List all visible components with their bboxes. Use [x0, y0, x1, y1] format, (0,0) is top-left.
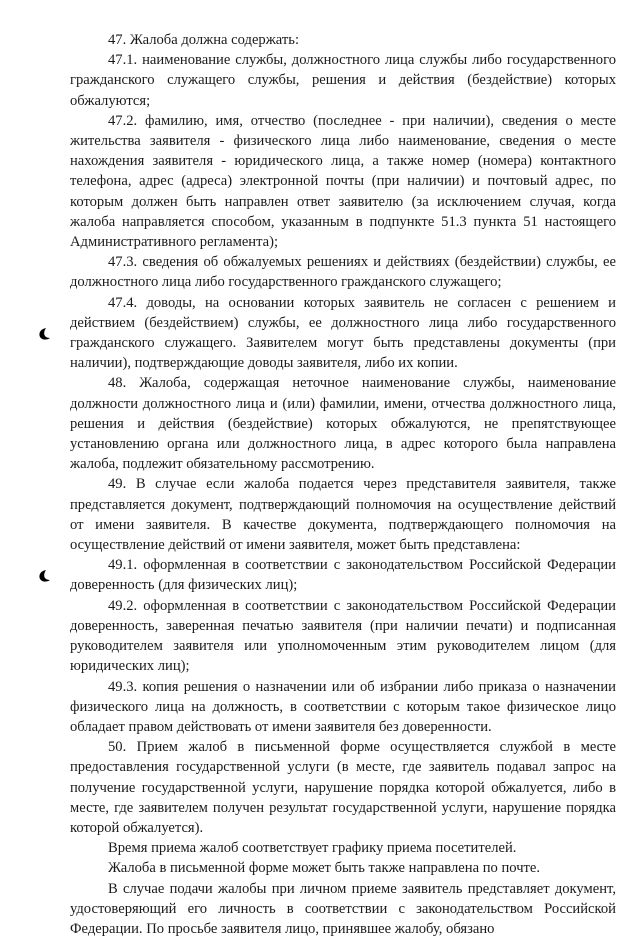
- paragraph-reception-time: Время приема жалоб соответствует графику приема посетителей.: [108, 840, 517, 857]
- punch-hole-mark-icon: [37, 327, 51, 341]
- paragraph-47-2: 47.2. фамилию, имя, отчество (последнее - при наличии), сведения о месте жительства заявителя - физического лица либо наименование, сведения о месте нахождения заявителя - юридического лица, а также номер (номера) контактного телефона, адрес (адреса) электронной почты (при наличии) и почтовый адрес, по которым должен быть направлен ответ заявителю (за исключением случая, когда жалоба направляется способом, указанным в подпункте 51.3 пункта 51 настоящего Административного регламента);: [70, 112, 616, 251]
- paragraph-49-2: 49.2. оформленная в соответствии с законодательством Российской Федерации доверенность, заверенная печатью заявителя (при наличии печати) и подписанная руководителем заявителя или уполномоченным этим руководителем лицом (для юридических лиц);: [70, 597, 616, 675]
- paragraph-49: 49. В случае если жалоба подается через представителя заявителя, также представляется документ, подтверждающий полномочия на осуществление действий от имени заявителя. В качестве документа, подтверждающего полномочия на осуществление действий от имени заявителя, может быть представлена:: [70, 476, 616, 554]
- paragraph-50: 50. Прием жалоб в письменной форме осуществляется службой в месте предоставления государственной услуги (в месте, где заявитель подавал запрос на получение государственной услуги, нарушение порядка которой обжалуется, либо в месте, где заявителем получен результат государственной услуги, нарушение порядка которой обжалуется).: [70, 739, 616, 836]
- paragraph-personal-reception: В случае подачи жалобы при личном приеме заявитель представляет документ, удостоверяющий его личность в соответствии с законодательством Российской Федерации. По просьбе заявителя лицо, принявшее жалобу, обязано: [70, 880, 616, 937]
- paragraph-49-1: 49.1. оформленная в соответствии с законодательством Российской Федерации доверенность (для физических лиц);: [70, 557, 616, 594]
- paragraph-49-3: 49.3. копия решения о назначении или об избрании либо приказа о назначении физического лица на должность, в соответствии с которым такое физическое лицо обладает правом действовать от имени заявителя без доверенности.: [70, 678, 616, 735]
- document-body: [70, 30, 616, 939]
- paragraph-47-3: 47.3. сведения об обжалуемых решениях и действиях (бездействии) службы, ее должностного лица либо государственного гражданского служащего;: [70, 254, 616, 291]
- paragraph-postal-complaint: Жалоба в письменной форме может быть также направлена по почте.: [108, 860, 541, 877]
- paragraph-47-1: 47.1. наименование службы, должностного лица службы либо государственного гражданского служащего службы, решения и действия (бездействие) которых обжалуются;: [70, 52, 616, 109]
- paragraph-48: 48. Жалоба, содержащая неточное наименование службы, наименование должности должностного лица и (или) фамилии, имени, отчества должностного лица, решения и действия (бездействие) которых обжалуются, не препятствующее установлению органа или должностного лица, в адрес которого была направлена жалоба, подлежит обязательному рассмотрению.: [70, 375, 616, 473]
- paragraph-47: 47. Жалоба должна содержать:: [108, 32, 299, 48]
- punch-hole-mark-icon: [37, 569, 51, 583]
- paragraph-47-4: 47.4. доводы, на основании которых заявитель не согласен с решением и действием (бездействием) службы, ее должностного лица либо государственного гражданского служащего. Заявителем могут быть представлены документы (при наличии), подтверждающие доводы заявителя, либо их копии.: [70, 294, 616, 372]
